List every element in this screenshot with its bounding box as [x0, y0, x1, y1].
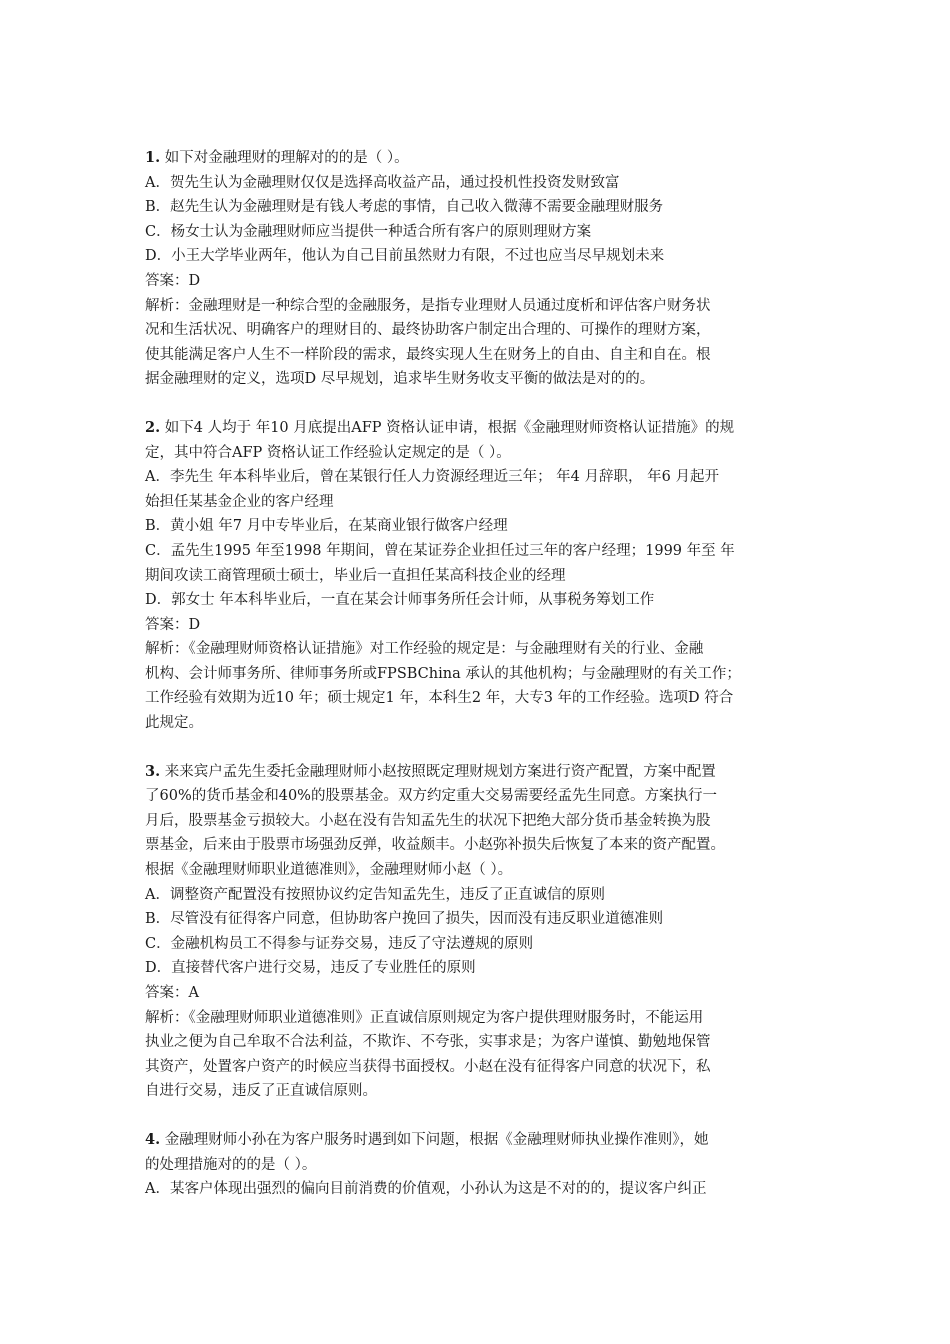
- question-stem-cont: 的处理措施对的的是（ ）。: [145, 1156, 317, 1173]
- question-number: 4.: [145, 1130, 161, 1148]
- option-b: B．黄小姐 年7 月中专毕业后，在某商业银行做客户经理: [145, 518, 508, 535]
- answer: 答案：D: [145, 616, 201, 633]
- question-4: [145, 1128, 810, 1202]
- question-stem-cont: 根据《金融理财师职业道德准则》，金融理财师小赵（ ）。: [145, 862, 513, 879]
- option-a-cont: 始担任某基金企业的客户经理: [145, 493, 334, 510]
- option-d: D．郭女士 年本科毕业后，一直在某会计师事务所任会计师，从事税务筹划工作: [145, 592, 655, 609]
- analysis-line: 据金融理财的定义，选项D 尽早规划，追求毕生财务收支平衡的做法是对的的。: [145, 371, 655, 388]
- option-c: C．孟先生1995 年至1998 年期间，曾在某证券企业担任过三年的客户经理；1999 年至 年: [145, 542, 735, 559]
- option-d: D．小王大学毕业两年，他认为自己目前虽然财力有限，不过也应当尽早规划未来: [145, 248, 665, 265]
- question-stem: 4. 金融理财师小孙在为客户服务时遇到如下问题，根据《金融理财师执业操作准则》，她: [145, 1130, 709, 1148]
- question-number: 2.: [145, 418, 161, 436]
- option-b: B．赵先生认为金融理财是有钱人考虑的事情，自己收入微薄不需要金融理财服务: [145, 199, 664, 216]
- question-stem-cont: 月后，股票基金亏损较大。小赵在没有告知孟先生的状况下把绝大部分货币基金转换为股: [145, 812, 711, 829]
- option-a: A．某客户体现出强烈的偏向目前消费的价值观，小孙认为这是不对的的，提议客户纠正: [145, 1181, 707, 1198]
- option-a: A．调整资产配置没有按照协议约定告知孟先生，违反了正直诚信的原则: [145, 886, 605, 903]
- analysis-line: 解析：《金融理财师资格认证措施》对工作经验的规定是：与金融理财有关的行业、金融: [145, 641, 704, 658]
- analysis-line: 况和生活状况、明确客户的理财目的、最终协助客户制定出合理的、可操作的理财方案，: [145, 322, 711, 339]
- question-number: 3.: [145, 762, 161, 780]
- question-number: 1.: [145, 149, 161, 166]
- answer: 答案：D: [145, 272, 201, 289]
- question-stem-cont: 票基金，后来由于股票市场强劲反弹，收益颇丰。小赵弥补损失后恢复了本来的资产配置。: [145, 837, 725, 854]
- question-stem-cont: 定，其中符合AFP 资格认证工作经验认定规定的是（ ）。: [145, 444, 511, 461]
- option-d: D．直接替代客户进行交易，违反了专业胜任的原则: [145, 960, 476, 977]
- analysis-line: 解析：金融理财是一种综合型的金融服务，是指专业理财人员通过度析和评估客户财务状: [145, 297, 711, 314]
- analysis-line: 执业之便为自己牟取不合法利益，不欺诈、不夸张，实事求是；为客户谨慎、勤勉地保管: [145, 1034, 711, 1051]
- analysis-line: 此规定。: [145, 715, 203, 732]
- option-c: C．杨女士认为金融理财师应当提供一种适合所有客户的原则理财方案: [145, 223, 592, 240]
- question-stem: 3. 来来宾户孟先生委托金融理财师小赵按照既定理财规划方案进行资产配置，方案中配置: [145, 762, 716, 780]
- question-2: [145, 416, 810, 736]
- question-1: [145, 146, 810, 392]
- analysis-line: 其资产，处置客户资产的时候应当获得书面授权。小赵在没有征得客户同意的状况下，私: [145, 1058, 711, 1075]
- option-c-cont: 期间攻读工商管理硕士硕士，毕业后一直担任某高科技企业的经理: [145, 567, 566, 584]
- option-a: A．贺先生认为金融理财仅仅是选择高收益产品，通过投机性投资发财致富: [145, 174, 620, 191]
- analysis-line: 使其能满足客户人生不一样阶段的需求，最终实现人生在财务上的自由、自主和自在。根: [145, 346, 711, 363]
- question-stem: 1. 如下对金融理财的理解对的的是（ ）。: [145, 149, 409, 166]
- option-c: C．金融机构员工不得参与证券交易，违反了守法遵规的原则: [145, 935, 534, 952]
- analysis-line: 解析：《金融理财师职业道德准则》正直诚信原则规定为客户提供理财服务时，不能运用: [145, 1009, 704, 1026]
- question-stem: 2. 如下4 人均于 年10 月底提出AFP 资格认证申请，根据《金融理财师资格认证措施》的规: [145, 418, 735, 436]
- analysis-line: 自进行交易，违反了正直诚信原则。: [145, 1083, 377, 1100]
- analysis-line: 工作经验有效期为近10 年；硕士规定1 年，本科生2 年，大专3 年的工作经验。选项D 符合: [145, 690, 734, 707]
- answer: 答案：A: [145, 985, 199, 1001]
- option-b: B．尽管没有征得客户同意，但协助客户挽回了损失，因而没有违反职业道德准则: [145, 911, 664, 928]
- analysis-line: 机构、会计师事务所、律师事务所或FPSBChina 承认的其他机构；与金融理财的有关工作；: [145, 665, 741, 682]
- option-a: A．李先生 年本科毕业后，曾在某银行任人力资源经理近三年； 年4 月辞职， 年6 月起开: [145, 469, 719, 486]
- question-stem-cont: 了60%的货币基金和40%的股票基金。双方约定重大交易需要经孟先生同意。方案执行一: [145, 788, 717, 805]
- question-3: [145, 760, 810, 1104]
- document-page: [145, 146, 810, 1202]
